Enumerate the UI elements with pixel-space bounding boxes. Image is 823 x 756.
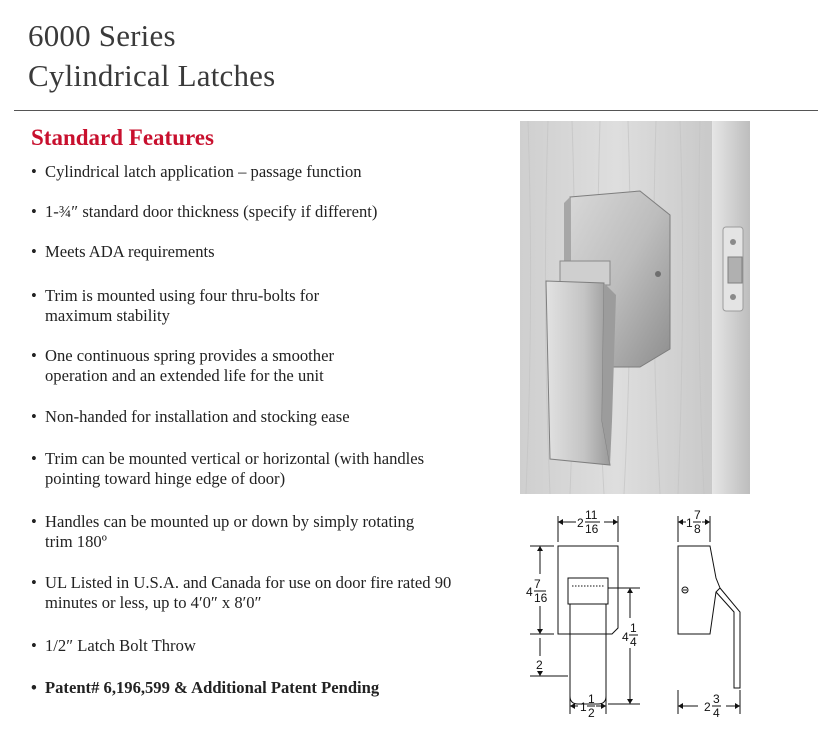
bullet-icon: • <box>31 407 37 426</box>
feature-item-patent <box>31 678 465 698</box>
dim-front-width-num: 11 <box>585 508 598 522</box>
dim-side-depth-whole: 1 <box>686 516 693 530</box>
feature-text: Non-handed for installation and stocking ease <box>45 407 350 426</box>
bullet-icon: • <box>31 636 37 655</box>
bullet-icon: • <box>31 678 37 697</box>
feature-text: Handles can be mounted up or down by simply rotating trim 180º <box>45 512 415 551</box>
feature-text: 1-¾″ standard door thickness (specify if different) <box>45 202 378 221</box>
bullet-icon: • <box>31 286 37 305</box>
feature-text: UL Listed in U.S.A. and Canada for use on door fire rated 90 minutes or less, up to 4′0″ x 8′0″ <box>45 573 452 612</box>
dim-side-projection-num: 3 <box>713 692 720 706</box>
dim-handle-length-den: 4 <box>630 635 637 649</box>
page-title-line-2: Cylindrical Latches <box>28 58 276 93</box>
feature-item <box>31 512 415 552</box>
dim-front-height-whole: 4 <box>526 585 533 599</box>
dim-handle-length-num: 1 <box>630 621 637 635</box>
standard-features-heading: Standard Features <box>31 125 214 150</box>
bullet-icon: • <box>31 346 37 365</box>
feature-item <box>31 636 465 656</box>
bullet-icon: • <box>31 512 37 531</box>
dim-side-projection-den: 4 <box>713 706 720 720</box>
dim-handle-length-whole: 4 <box>622 630 629 644</box>
feature-text: Meets ADA requirements <box>45 242 215 261</box>
dimension-drawings <box>520 508 820 738</box>
title-divider <box>14 110 818 111</box>
latch-window <box>568 578 608 604</box>
bullet-icon: • <box>31 449 37 468</box>
dim-front-height-den: 16 <box>534 591 548 605</box>
feature-item <box>31 573 455 613</box>
product-photo <box>520 121 750 494</box>
dim-side-projection-whole: 2 <box>704 700 711 714</box>
bullet-icon: • <box>31 162 37 181</box>
feature-item <box>31 202 465 222</box>
dim-bottom-offset: 2 <box>536 658 543 672</box>
dim-handle-width-den: 2 <box>588 706 595 720</box>
dim-handle-width-whole: 1 <box>580 700 587 714</box>
feature-item <box>31 449 440 489</box>
bullet-icon: • <box>31 202 37 221</box>
page-title-line-1: 6000 Series <box>28 18 176 53</box>
dim-front-width-den: 16 <box>585 522 599 536</box>
dim-handle-width-num: 1 <box>588 692 595 706</box>
feature-item <box>31 242 465 262</box>
feature-item <box>31 286 375 326</box>
side-handle-outline <box>716 588 740 688</box>
bullet-icon: • <box>31 242 37 261</box>
feature-item <box>31 407 465 427</box>
feature-text: Cylindrical latch application – passage function <box>45 162 362 181</box>
dim-side-depth-den: 8 <box>694 522 701 536</box>
feature-text: Trim can be mounted vertical or horizontal (with handles pointing toward hinge edge of door) <box>45 449 425 488</box>
feature-text: 1/2″ Latch Bolt Throw <box>45 636 196 655</box>
dim-front-width-whole: 2 <box>577 516 584 530</box>
dim-front-height-num: 7 <box>534 577 541 591</box>
front-trim-outline <box>558 546 618 634</box>
dim-side-depth-num: 7 <box>694 508 701 522</box>
feature-item <box>31 346 380 386</box>
bullet-icon: • <box>31 573 37 592</box>
feature-text: Patent# 6,196,599 & Additional Patent Pending <box>45 678 380 697</box>
front-handle-outline <box>570 604 606 704</box>
feature-text: Trim is mounted using four thru-bolts for maximum stability <box>45 286 320 325</box>
feature-item <box>31 162 465 182</box>
feature-text: One continuous spring provides a smoother operation and an extended life for the unit <box>45 346 334 385</box>
